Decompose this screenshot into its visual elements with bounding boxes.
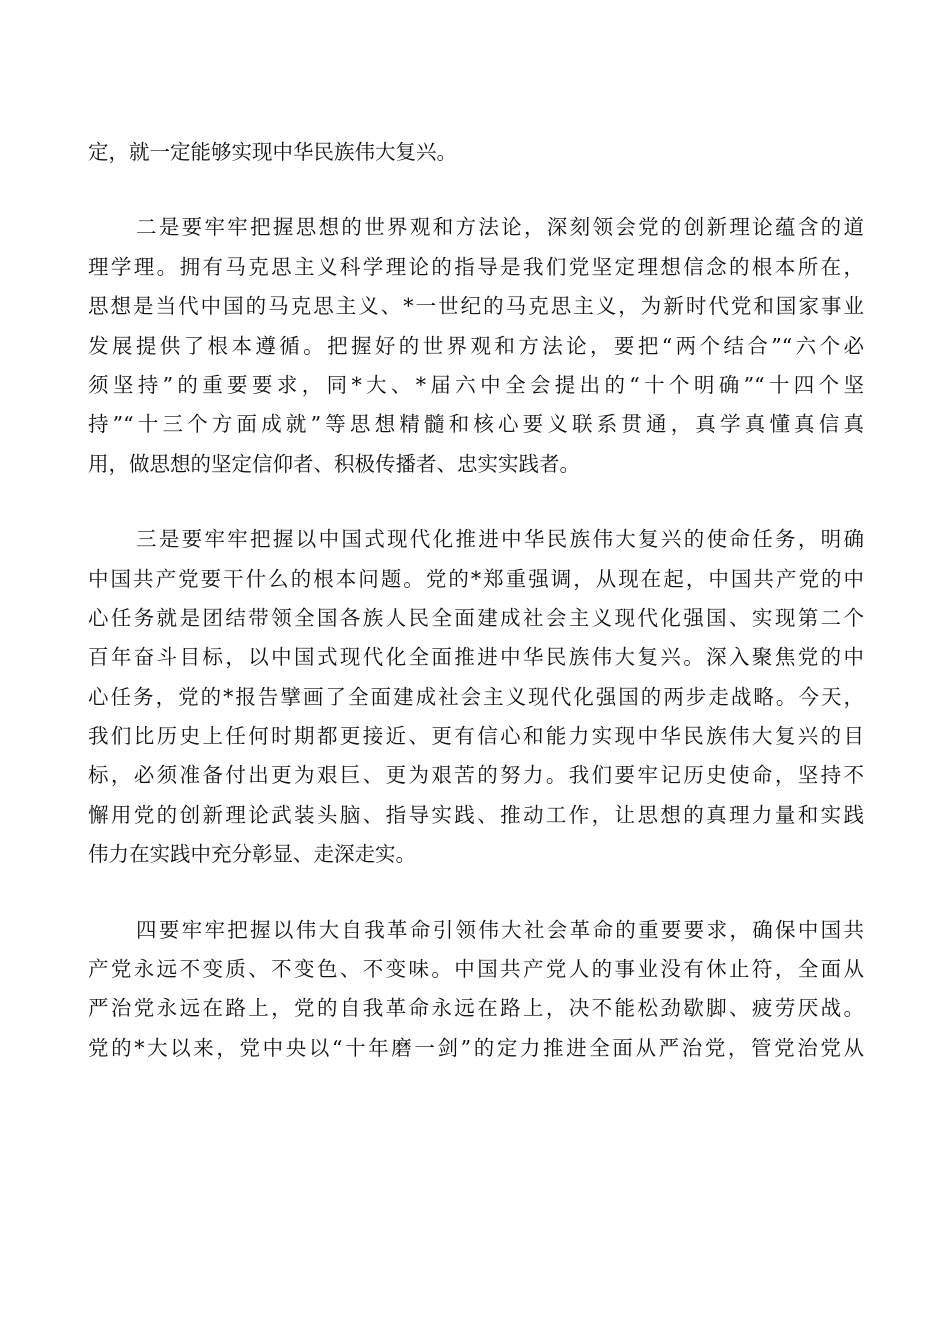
document-body bbox=[88, 133, 864, 1068]
paragraph bbox=[88, 133, 864, 172]
text-line: 二是要牢牢把握思想的世界观和方法论，深刻领会党的创新理论蕴含的道 bbox=[136, 215, 864, 240]
text-line: 中国共产党要干什么的根本问题。党的*郑重强调，从现在起，中国共产党的中 bbox=[88, 566, 864, 591]
text-line: 用，做思想的坚定信仰者、积极传播者、忠实实践者。 bbox=[88, 451, 580, 476]
text-line: 须坚持”的重要要求，同*大、*届六中全会提出的“十个明确”“十四个坚 bbox=[88, 372, 864, 397]
text-line: 伟力在实践中充分彰显、走深走实。 bbox=[88, 842, 416, 867]
paragraph bbox=[88, 911, 864, 1069]
text-line: 百年奋斗目标，以中国式现代化全面推进中华民族伟大复兴。深入聚焦党的中 bbox=[88, 645, 864, 670]
text-line: 发展提供了根本遵循。把握好的世界观和方法论，要把“两个结合”“六个必 bbox=[88, 333, 864, 358]
text-line: 党的*大以来，党中央以“十年磨一剑”的定力推进全面从严治党，管党治党从 bbox=[88, 1035, 864, 1060]
paragraph bbox=[88, 520, 864, 875]
text-line: 心任务，党的*报告擘画了全面建成社会主义现代化强国的两步走战略。今天， bbox=[88, 684, 864, 709]
text-line: 心任务就是团结带领全国各族人民全面建成社会主义现代化强国、实现第二个 bbox=[88, 605, 864, 630]
text-line: 持”“十三个方面成就”等思想精髓和核心要义联系贯通，真学真懂真信真 bbox=[88, 412, 864, 437]
text-line: 懈用党的创新理论武装头脑、指导实践、推动工作，让思想的真理力量和实践 bbox=[88, 802, 864, 827]
text-line: 定，就一定能够实现中华民族伟大复兴。 bbox=[88, 140, 457, 164]
text-line: 产党永远不变质、不变色、不变味。中国共产党人的事业没有休止符，全面从 bbox=[88, 957, 864, 982]
text-line: 思想是当代中国的马克思主义、*一世纪的马克思主义，为新时代党和国家事业 bbox=[88, 294, 864, 319]
text-line: 严治党永远在路上，党的自我革命永远在路上，决不能松劲歇脚、疲劳厌战。 bbox=[88, 996, 864, 1021]
text-line: 理学理。拥有马克思主义科学理论的指导是我们党坚定理想信念的根本所在， bbox=[88, 254, 864, 279]
text-line: 我们比历史上任何时期都更接近、更有信心和能力实现中华民族伟大复兴的目 bbox=[88, 724, 864, 749]
text-line: 标，必须准备付出更为艰巨、更为艰苦的努力。我们要牢记历史使命，坚持不 bbox=[88, 763, 864, 788]
text-line: 四要牢牢把握以伟大自我革命引领伟大社会革命的重要要求，确保中国共 bbox=[136, 917, 864, 942]
paragraph bbox=[88, 208, 864, 484]
text-line: 三是要牢牢把握以中国式现代化推进中华民族伟大复兴的使命任务，明确 bbox=[136, 527, 864, 552]
